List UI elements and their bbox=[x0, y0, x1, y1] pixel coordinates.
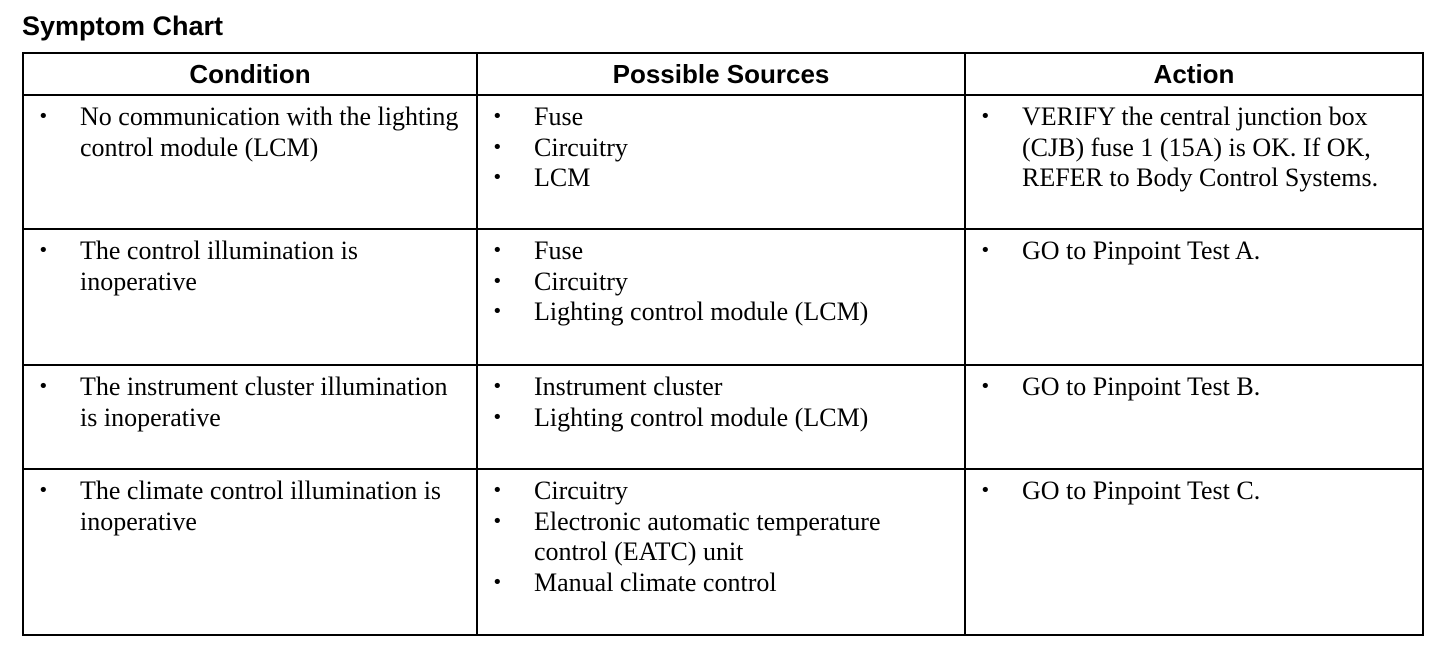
action-cell bbox=[965, 229, 1423, 365]
sources-cell bbox=[477, 95, 965, 229]
table-row bbox=[23, 365, 1423, 469]
source-item: • LCM bbox=[492, 163, 956, 194]
action-item: • GO to Pinpoint Test B. bbox=[980, 372, 1414, 403]
sources-cell bbox=[477, 365, 965, 469]
header-condition: Condition bbox=[23, 53, 477, 95]
condition-item: • The climate control illumination is inoperative bbox=[38, 476, 468, 537]
condition-cell bbox=[23, 95, 477, 229]
symptom-chart-table bbox=[22, 52, 1424, 636]
header-possible-sources: Possible Sources bbox=[477, 53, 965, 95]
table-row bbox=[23, 469, 1423, 635]
page-title: Symptom Chart bbox=[22, 11, 224, 41]
table-row bbox=[23, 229, 1423, 365]
action-item: • VERIFY the central junction box (CJB) fuse 1 (15A) is OK. If OK, REFER to Body Control Systems. bbox=[980, 102, 1414, 194]
source-item: • Circuitry bbox=[492, 476, 956, 507]
action-cell bbox=[965, 365, 1423, 469]
source-item: • Instrument cluster bbox=[492, 372, 956, 403]
source-item: • Electronic automatic temperature control (EATC) unit bbox=[492, 507, 956, 568]
sources-cell bbox=[477, 469, 965, 635]
condition-cell bbox=[23, 365, 477, 469]
condition-cell bbox=[23, 469, 477, 635]
condition-cell bbox=[23, 229, 477, 365]
sources-cell bbox=[477, 229, 965, 365]
action-cell bbox=[965, 95, 1423, 229]
action-item: • GO to Pinpoint Test A. bbox=[980, 236, 1414, 267]
table-header-row bbox=[23, 53, 1423, 95]
source-item: • Fuse bbox=[492, 236, 956, 267]
action-item: • GO to Pinpoint Test C. bbox=[980, 476, 1414, 507]
condition-item: • The control illumination is inoperative bbox=[38, 236, 468, 297]
header-action: Action bbox=[965, 53, 1423, 95]
action-cell bbox=[965, 469, 1423, 635]
condition-item: • No communication with the lighting control module (LCM) bbox=[38, 102, 468, 163]
source-item: • Lighting control module (LCM) bbox=[492, 403, 956, 434]
source-item: • Circuitry bbox=[492, 267, 956, 298]
table-row bbox=[23, 95, 1423, 229]
source-item: • Manual climate control bbox=[492, 568, 956, 599]
source-item: • Circuitry bbox=[492, 133, 956, 164]
source-item: • Fuse bbox=[492, 102, 956, 133]
source-item: • Lighting control module (LCM) bbox=[492, 297, 956, 328]
condition-item: • The instrument cluster illumination is inoperative bbox=[38, 372, 468, 433]
